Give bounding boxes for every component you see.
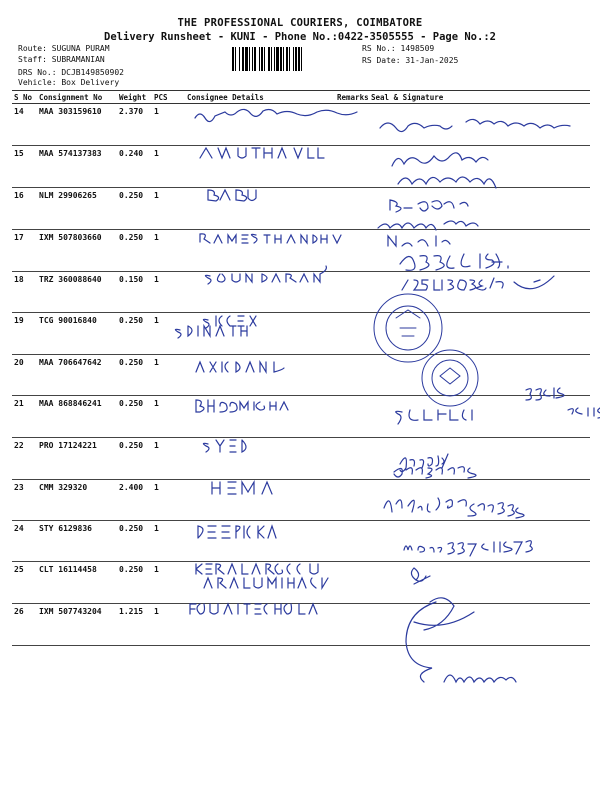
cell-seal <box>369 146 590 188</box>
cell-weight: 0.250 <box>117 313 152 355</box>
cell-weight: 2.370 <box>117 104 152 146</box>
cell-pcs: 1 <box>152 396 185 438</box>
barcode-bar <box>301 47 302 71</box>
cell-consignee <box>185 146 335 188</box>
cell-consignee <box>185 604 335 646</box>
table-row <box>12 438 590 480</box>
route-label: Route: SUGUNA PURAM <box>18 44 110 53</box>
cell-consignment: IXM 507803660 <box>37 230 117 272</box>
vehicle-label: Vehicle: Box Delivery <box>18 78 120 87</box>
table-row <box>12 272 590 313</box>
cell-consignment: MAA 706647642 <box>37 355 117 396</box>
cell-remarks <box>335 480 369 521</box>
cell-sno: 20 <box>12 355 37 396</box>
cell-consignment: CLT 16114458 <box>37 562 117 604</box>
cell-remarks <box>335 562 369 604</box>
barcode-bar <box>232 47 234 71</box>
barcode-bar <box>235 47 236 71</box>
cell-remarks <box>335 521 369 562</box>
barcode-bar <box>252 47 253 71</box>
cell-consignee <box>185 396 335 438</box>
table-row <box>12 604 590 646</box>
staff-label: Staff: SUBRAMANIAN <box>18 55 105 64</box>
table-row <box>12 146 590 188</box>
cell-seal <box>369 272 590 313</box>
rs-date: RS Date: 31-Jan-2025 <box>362 56 459 65</box>
cell-sno: 17 <box>12 230 37 272</box>
col-weight: Weight <box>117 91 152 104</box>
runsheet-table <box>12 90 590 646</box>
cell-weight: 0.150 <box>117 272 152 313</box>
barcode-bar <box>289 47 290 71</box>
cell-weight: 1.215 <box>117 604 152 646</box>
cell-consignment: IXM 507743204 <box>37 604 117 646</box>
cell-seal <box>369 396 590 438</box>
barcode-bar <box>283 47 284 71</box>
barcode-bar <box>245 47 248 71</box>
table-row <box>12 313 590 355</box>
runsheet-title: THE PROFESSIONAL COURIERS, COIMBATORE <box>177 17 423 29</box>
cell-remarks <box>335 104 369 146</box>
cell-remarks <box>335 438 369 480</box>
cell-sno: 21 <box>12 396 37 438</box>
cell-weight: 0.250 <box>117 396 152 438</box>
barcode-bar <box>261 47 263 71</box>
cell-consignment: MAA 303159610 <box>37 104 117 146</box>
barcode-bar <box>268 47 270 71</box>
cell-sno: 19 <box>12 313 37 355</box>
cell-consignment: MAA 574137383 <box>37 146 117 188</box>
col-seal: Seal & Signature <box>369 91 590 104</box>
cell-pcs: 1 <box>152 521 185 562</box>
barcode-bar <box>295 47 297 71</box>
barcode-bar <box>249 47 250 71</box>
table-header-row <box>12 91 590 104</box>
barcode-bar <box>259 47 260 71</box>
cell-seal <box>369 562 590 604</box>
runsheet-subtitle: Delivery Runsheet - KUNI - Phone No.:0422-3505555 - Page No.:2 <box>104 31 496 43</box>
cell-consignment: TCG 90016840 <box>37 313 117 355</box>
cell-pcs: 1 <box>152 104 185 146</box>
cell-pcs: 1 <box>152 604 185 646</box>
cell-consignee <box>185 230 335 272</box>
table-row <box>12 355 590 396</box>
cell-consignee <box>185 188 335 230</box>
cell-consignment: NLM 29906265 <box>37 188 117 230</box>
table-row <box>12 480 590 521</box>
barcode-bar <box>239 47 240 71</box>
barcode-bar <box>298 47 300 71</box>
cell-pcs: 1 <box>152 272 185 313</box>
cell-seal <box>369 188 590 230</box>
cell-seal <box>369 230 590 272</box>
table-row <box>12 230 590 272</box>
cell-remarks <box>335 355 369 396</box>
cell-consignee <box>185 438 335 480</box>
cell-sno: 26 <box>12 604 37 646</box>
cell-consignment: TRZ 360088640 <box>37 272 117 313</box>
cell-consignee <box>185 521 335 562</box>
cell-sno: 24 <box>12 521 37 562</box>
cell-seal <box>369 438 590 480</box>
barcode-bar <box>274 47 275 71</box>
barcode-bar <box>286 47 288 71</box>
cell-pcs: 1 <box>152 438 185 480</box>
cell-seal <box>369 355 590 396</box>
cell-consignee <box>185 272 335 313</box>
cell-pcs: 1 <box>152 480 185 521</box>
barcode-bar <box>280 47 282 71</box>
cell-consignee <box>185 104 335 146</box>
cell-weight: 0.250 <box>117 230 152 272</box>
col-remarks: Remarks <box>337 92 369 102</box>
cell-remarks <box>335 313 369 355</box>
barcode-bar <box>264 47 265 71</box>
table-row <box>12 521 590 562</box>
cell-weight: 0.240 <box>117 146 152 188</box>
cell-remarks <box>335 188 369 230</box>
cell-pcs: 1 <box>152 188 185 230</box>
cell-consignment: MAA 868846241 <box>37 396 117 438</box>
cell-weight: 0.250 <box>117 355 152 396</box>
cell-consignment: CMM 329320 <box>37 480 117 521</box>
col-consignment: Consignment No <box>37 91 117 104</box>
cell-remarks <box>335 272 369 313</box>
barcode-bar <box>293 47 294 71</box>
barcode-bar <box>276 47 279 71</box>
cell-seal <box>369 480 590 521</box>
cell-pcs: 1 <box>152 562 185 604</box>
col-consignee: Consignee Details <box>185 91 335 104</box>
cell-pcs: 1 <box>152 230 185 272</box>
table-row <box>12 396 590 438</box>
cell-weight: 0.250 <box>117 188 152 230</box>
cell-pcs: 1 <box>152 146 185 188</box>
cell-sno: 25 <box>12 562 37 604</box>
cell-sno: 16 <box>12 188 37 230</box>
cell-sno: 22 <box>12 438 37 480</box>
cell-consignee <box>185 355 335 396</box>
cell-sno: 14 <box>12 104 37 146</box>
cell-consignee <box>185 562 335 604</box>
cell-sno: 15 <box>12 146 37 188</box>
cell-seal <box>369 604 590 646</box>
barcode-bar <box>271 47 272 71</box>
cell-consignee <box>185 480 335 521</box>
table-row <box>12 562 590 604</box>
cell-remarks <box>335 396 369 438</box>
cell-consignee <box>185 313 335 355</box>
cell-weight: 2.400 <box>117 480 152 521</box>
table-row <box>12 188 590 230</box>
cell-weight: 0.250 <box>117 521 152 562</box>
cell-weight: 0.250 <box>117 562 152 604</box>
cell-weight: 0.250 <box>117 438 152 480</box>
rs-number: RS No.: 1498509 <box>362 44 435 53</box>
col-pcs: PCS <box>152 91 185 104</box>
col-sno: S No <box>12 91 37 104</box>
table-row <box>12 104 590 146</box>
cell-remarks <box>335 146 369 188</box>
drs-number: DRS No.: DCJB149850902 <box>18 68 124 77</box>
cell-remarks <box>335 604 369 646</box>
cell-seal <box>369 104 590 146</box>
cell-seal <box>369 313 590 355</box>
cell-sno: 18 <box>12 272 37 313</box>
cell-remarks <box>335 230 369 272</box>
barcode-bar <box>254 47 256 71</box>
runsheet-barcode <box>232 47 356 71</box>
cell-pcs: 1 <box>152 355 185 396</box>
cell-consignment: PRO 17124221 <box>37 438 117 480</box>
cell-consignment: STY 6129836 <box>37 521 117 562</box>
cell-seal <box>369 521 590 562</box>
cell-sno: 23 <box>12 480 37 521</box>
cell-pcs: 1 <box>152 313 185 355</box>
barcode-bar <box>242 47 244 71</box>
